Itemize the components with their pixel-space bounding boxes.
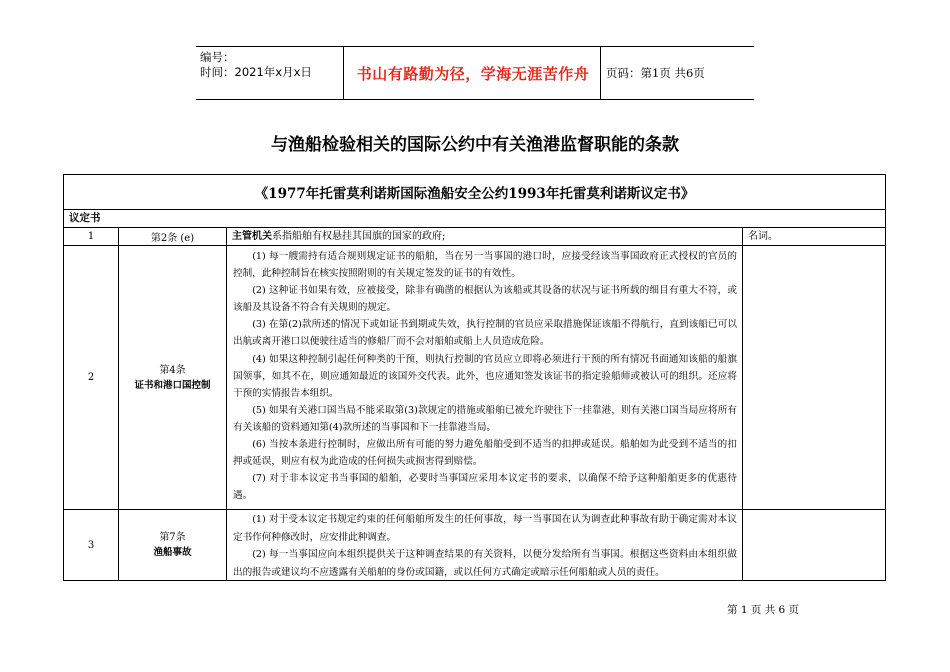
article-number: 第7条: [159, 532, 186, 543]
document-header: [196, 46, 754, 100]
article-number: 第2条 (e): [150, 233, 195, 244]
article-content: [233, 511, 737, 580]
paragraph: (1) 对于受本议定书规定约束的任何船舶所发生的任何事故，每一当事国在认为调查此种事故有助于确定需对本议定书作何种修改时，应安排此种调查。: [233, 514, 737, 543]
row-index: 1: [87, 231, 95, 242]
page-footer: 第 1 页 共 6 页: [727, 604, 800, 616]
convention-title: 《1977年托雷莫利诺斯国际渔船安全公约1993年托雷莫利诺斯议定书》: [254, 186, 695, 202]
section-label: 议定书: [69, 212, 101, 224]
paragraph: (2) 每一当事国应向本组织提供关于这种调查结果的有关资料，以便分发给所有当事国。根据这些资料由本组织做出的报告或建议均不应透露有关船舶的身份或国籍，或以任何方式确定或暗示任何船舶或人员的责任。: [233, 549, 737, 578]
article-number: 第4条: [159, 364, 186, 376]
table-rule: [226, 227, 227, 581]
header-motto: 书山有路勤为径，学海无涯苦作舟: [356, 64, 590, 83]
paragraph: (5) 如果有关港口国当局不能采取第(3)款规定的措施或船舶已被允许驶往下一挂靠港，则有关港口国当局应将所有有关该船的资料通知第(4)款所述的当事国和下一挂靠港当局。: [233, 404, 737, 433]
paragraph: (2) 这种证书如果有效，应被接受，除非有确凿的根据认为该船或其设备的状况与证书所载的细目有重大不符，或该船及其设备不符合有关规则的规定。: [233, 285, 737, 314]
paragraph: (4) 如果这种控制引起任何种类的干预，则执行控制的官员应立即将必须进行干预的所有情况书面通知该船的船旗国领事，如其不在，则应通知最近的该国外交代表。此外，也应通知签发该证书的指定验船师或被认可的组织。还应将干预的实情报告本组织。: [233, 353, 737, 399]
article-title: 渔船事故: [153, 547, 192, 558]
header-divider: [343, 47, 344, 99]
time-label: 时间：2021年x月x日: [200, 65, 312, 79]
article-heading: [119, 510, 226, 580]
note-cell: 名词。: [748, 231, 778, 242]
document-title: 与渔船检验相关的国际公约中有关渔港监督职能的条款: [271, 135, 679, 155]
row-index: 2: [87, 372, 95, 383]
definition-text: 系指船舶有权悬挂其国旗的国家的政府;: [272, 231, 446, 242]
articles-table: [63, 174, 886, 581]
paragraph: (7) 对于非本议定书当事国的船舶，必要时当事国应采用本议定书的要求，以确保不给予这种船舶更多的优惠待遇。: [233, 473, 737, 502]
row-index: 3: [87, 539, 95, 551]
header-divider: [600, 47, 601, 99]
table-rule: [64, 209, 885, 210]
paragraph: (6) 当按本条进行控制时，应做出所有可能的努力避免船舶受到不适当的扣押或延误。船舶如为此受到不适当的扣押或延误，则应有权为此造成的任何损失或损害得到赔偿。: [233, 439, 737, 468]
definition-cell: [232, 228, 737, 245]
header-page-info: 页码：第1页 共6页: [606, 66, 705, 80]
article-title: 证书和港口国控制: [134, 379, 211, 391]
paragraph: (1) 每一艘需持有适合规则规定证书的船舶，当在另一当事国的港口时，应接受经该当事国政府正式授权的官员的控制，此种控制旨在核实按照附则的有关规定签发的证书的有效性。: [233, 251, 737, 280]
defined-term: 主管机关: [232, 231, 272, 242]
table-rule: [742, 227, 743, 581]
article-heading: [119, 246, 226, 509]
article-content: [233, 248, 737, 508]
header-meta: [200, 50, 350, 96]
number-label: 编号：: [200, 50, 235, 64]
paragraph: (3) 在第(2)款所述的情况下或如证书到期或失效，执行控制的官员应采取措施保证该船不得航行，直到该船已可以出航或离开港口以便驶往适当的修船厂而不会对船舶或船上人员造成危险。: [233, 319, 737, 348]
